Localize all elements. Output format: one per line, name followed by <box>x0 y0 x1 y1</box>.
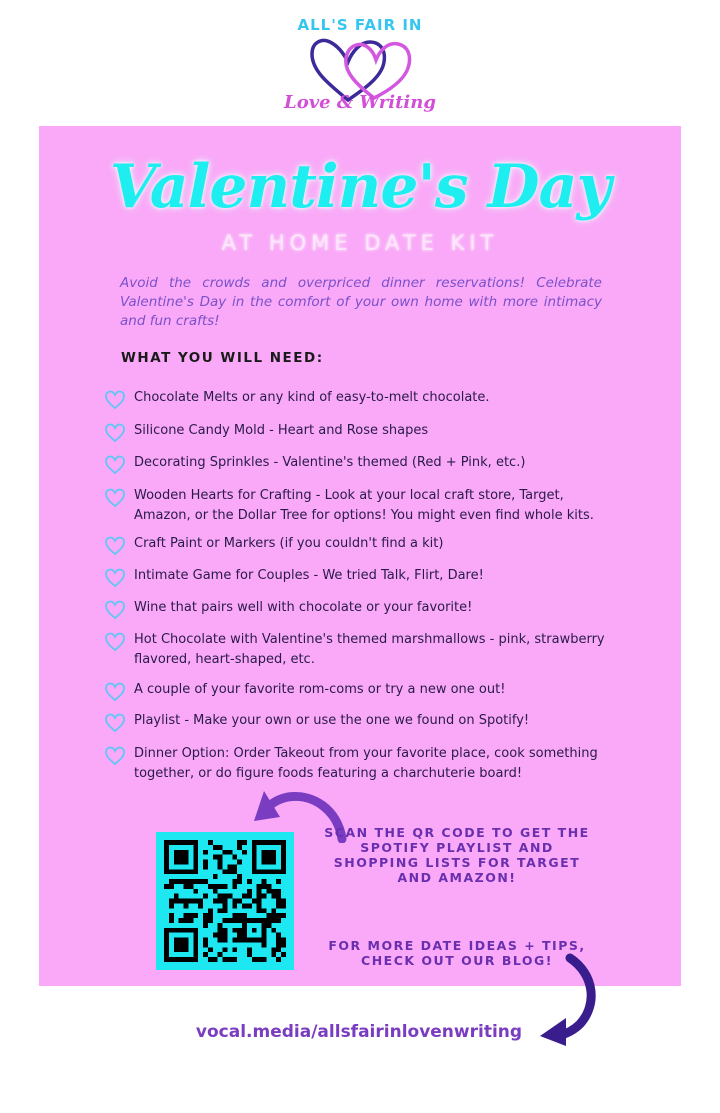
page-subtitle: AT HOME DATE KIT <box>221 231 499 255</box>
checklist-item-text: Wooden Hearts for Crafting - Look at your local craft store, Target, Amazon, or the Dollar Tree for options! You might even find whole kits. <box>134 488 594 523</box>
logo-top-text: ALL'S FAIR IN <box>297 16 423 34</box>
heart-outline-icon <box>104 600 126 620</box>
checklist-item-text: Intimate Game for Couples - We tried Talk, Flirt, Dare! <box>134 568 484 583</box>
curved-arrow-icon <box>536 952 606 1048</box>
checklist-item-text: Silicone Candy Mold - Heart and Rose shapes <box>134 423 429 438</box>
heart-outline-icon <box>104 746 126 766</box>
heart-outline-icon <box>104 632 126 652</box>
heart-outline-icon <box>104 713 126 733</box>
heart-outline-icon <box>104 568 126 588</box>
section-heading: WHAT YOU WILL NEED: <box>121 350 324 366</box>
scan-qr-text: SCAN THE QR CODE TO GET THE SPOTIFY PLAYLIST AND SHOPPING LISTS FOR TARGET AND AMAZON! <box>324 825 590 885</box>
checklist-item-text: Chocolate Melts or any kind of easy-to-melt chocolate. <box>134 390 490 405</box>
heart-outline-icon <box>104 455 126 475</box>
logo-bottom-text: Love & Writing <box>284 92 436 113</box>
heart-outline-icon <box>104 423 126 443</box>
checklist-item-text: Dinner Option: Order Takeout from your favorite place, cook something together, or do figure foods featuring a charchuterie board! <box>134 746 598 781</box>
checklist-item-text: Hot Chocolate with Valentine's themed marshmallows - pink, strawberry flavored, heart-shaped, etc. <box>134 632 605 667</box>
logo <box>272 8 448 130</box>
intro-paragraph: Avoid the crowds and overpriced dinner reservations! Celebrate Valentine's Day in the comfort of your own home with more intimacy and fun crafts! <box>120 275 602 329</box>
heart-outline-icon <box>104 488 126 508</box>
checklist-item-text: Decorating Sprinkles - Valentine's themed (Red + Pink, etc.) <box>134 455 526 470</box>
checklist-item-text: A couple of your favorite rom-coms or try a new one out! <box>134 682 506 697</box>
checklist-item-text: Craft Paint or Markers (if you couldn't find a kit) <box>134 536 444 551</box>
page-title: Valentine's Day <box>109 152 611 222</box>
heart-outline-icon <box>104 390 126 410</box>
blog-link[interactable]: vocal.media/allsfairinlovenwriting <box>195 1022 523 1042</box>
checklist-item-text: Wine that pairs well with chocolate or your favorite! <box>134 600 473 615</box>
checklist-item-text: Playlist - Make your own or use the one we found on Spotify! <box>134 713 530 728</box>
qr-code[interactable] <box>156 832 294 970</box>
heart-outline-icon <box>104 536 126 556</box>
more-ideas-text: FOR MORE DATE IDEAS + TIPS, CHECK OUT OUR BLOG! <box>328 938 586 968</box>
heart-outline-icon <box>104 682 126 702</box>
qr-code-pattern <box>164 840 286 962</box>
